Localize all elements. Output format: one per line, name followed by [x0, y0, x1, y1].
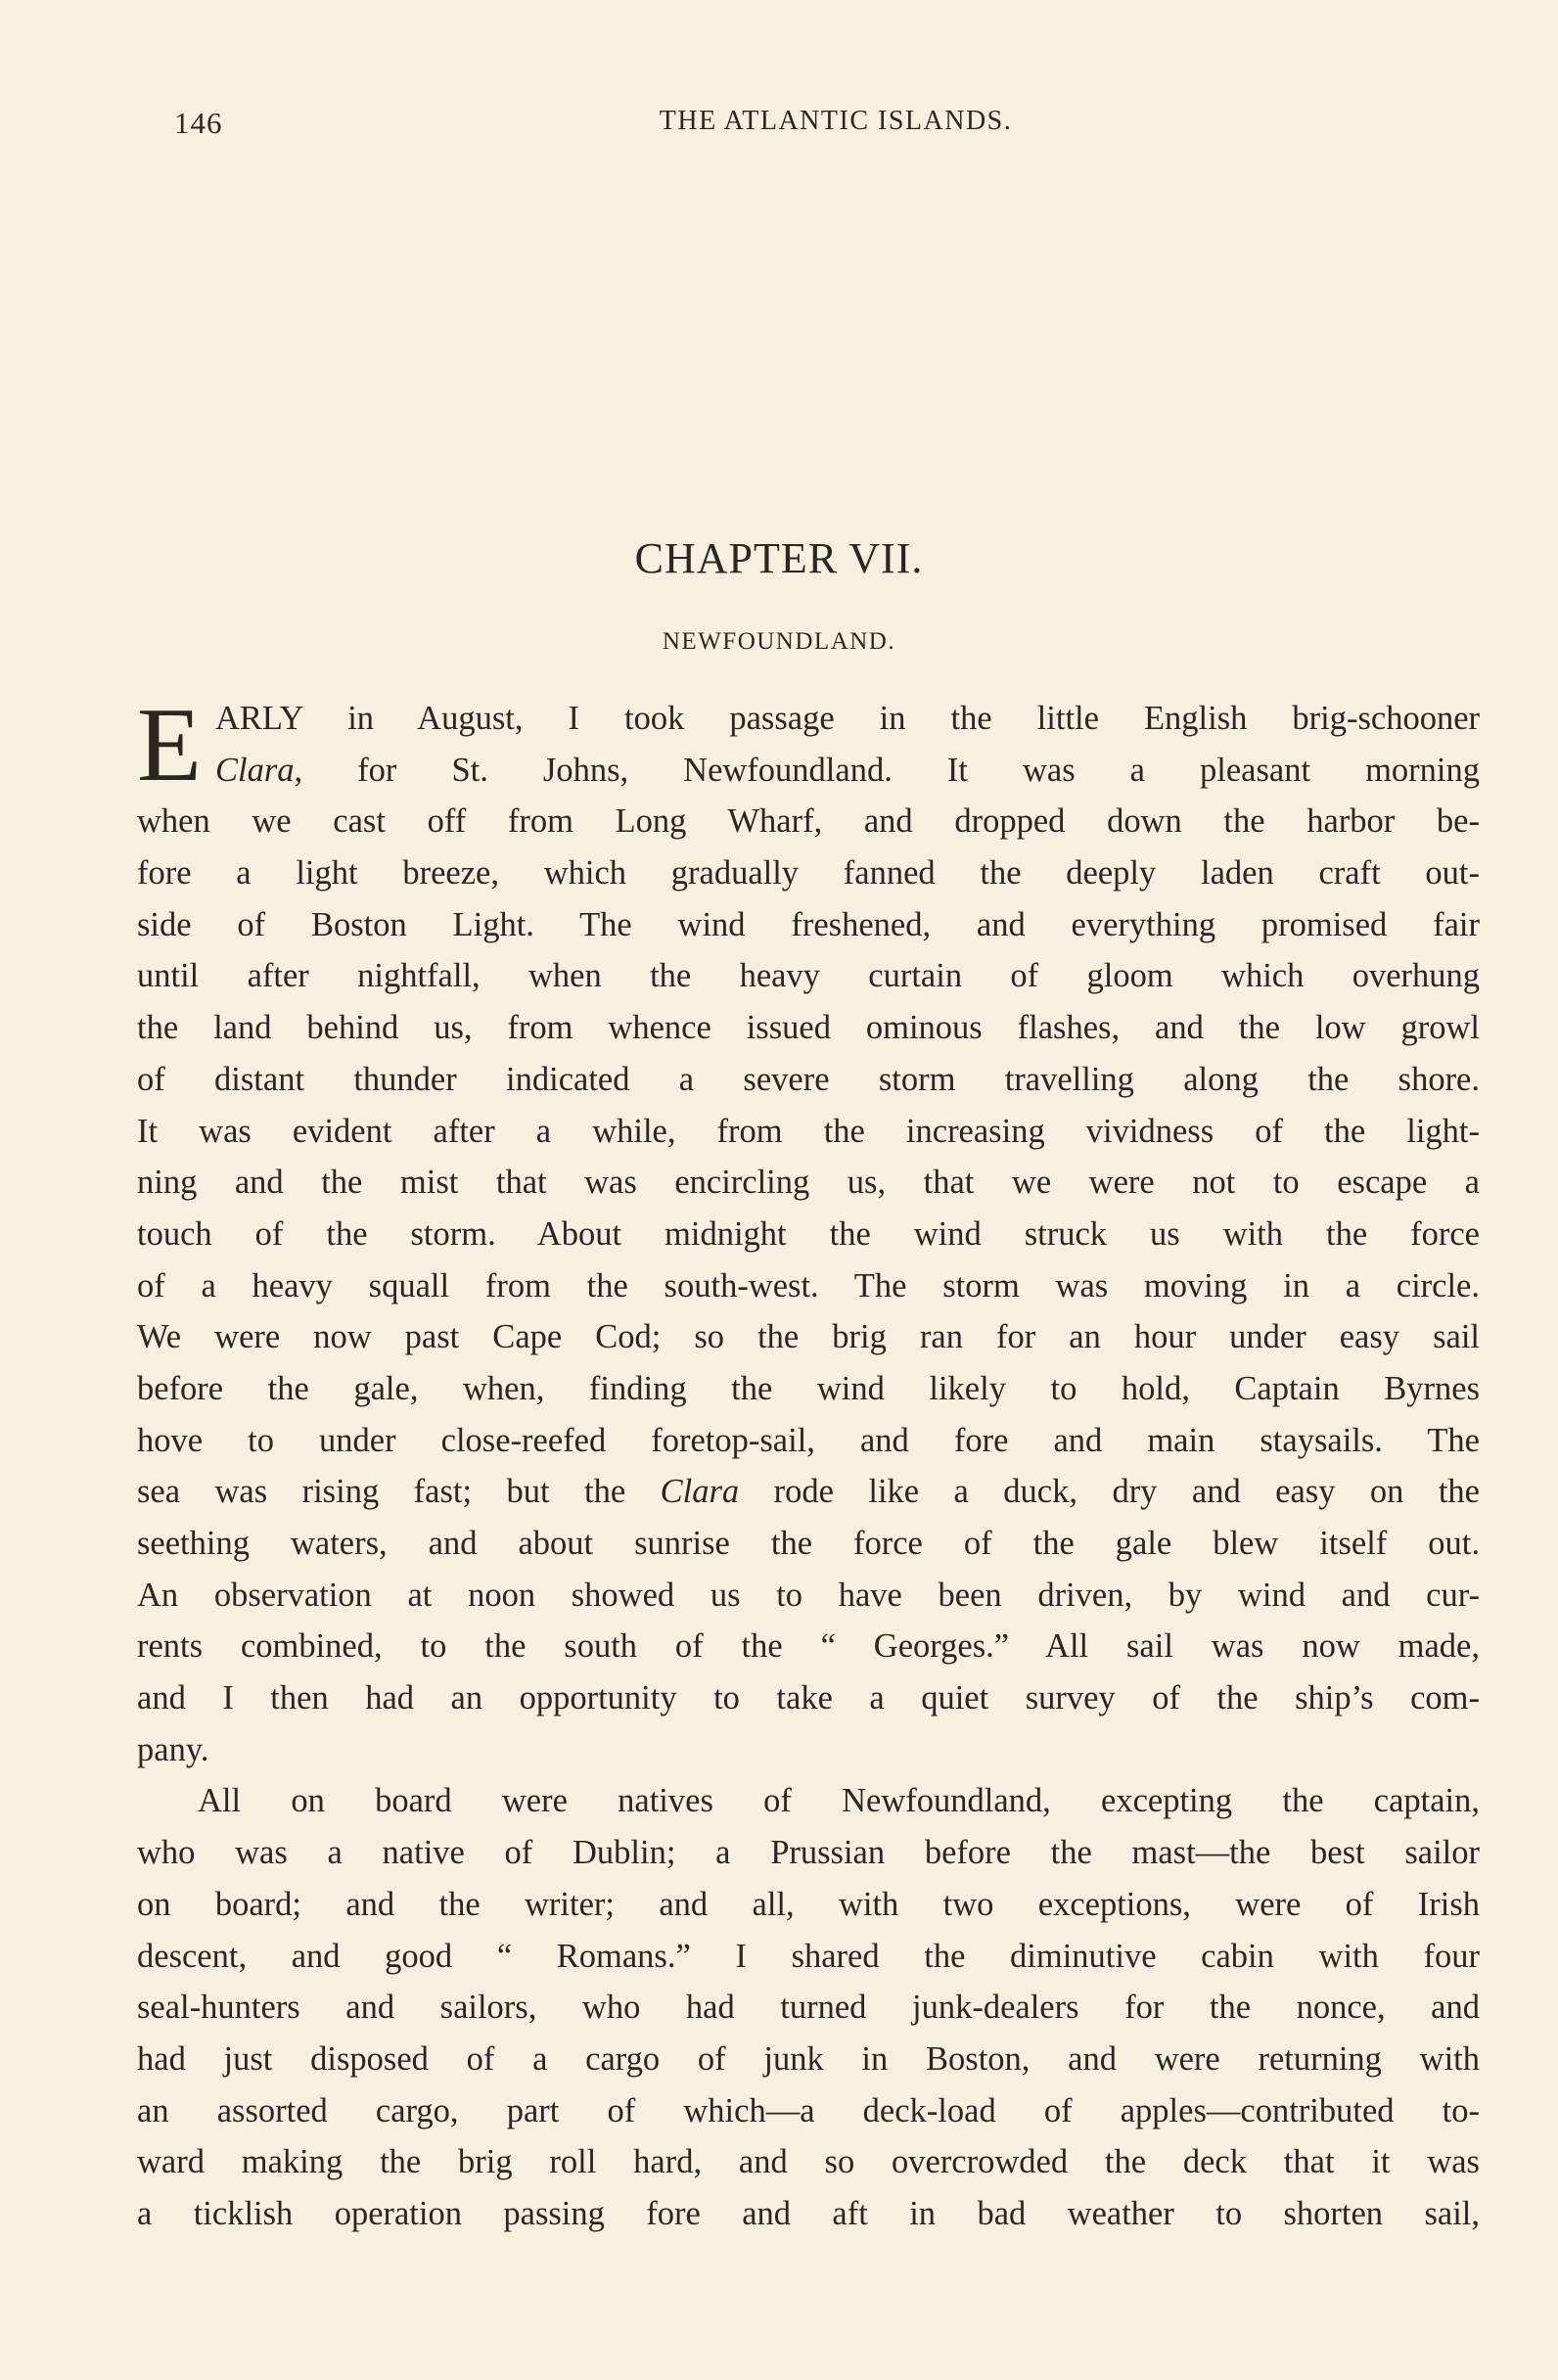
- text-line: We were now past Cape Cod; so the brig ran for an hour under easy sail: [137, 1318, 1480, 1356]
- text-line: ward making the brig roll hard, and so overcrowded the deck that it was: [137, 2143, 1480, 2181]
- text-line: ARLY in August, I took passage in the little English brig-schooner: [215, 700, 1480, 737]
- text-line: Clara, for St. Johns, Newfoundland. It was a pleasant morning: [215, 751, 1480, 789]
- text-line: had just disposed of a cargo of junk in Boston, and were returning with: [137, 2039, 1480, 2078]
- ship-name: Clara: [215, 751, 295, 789]
- text-line: when we cast off from Long Wharf, and dropped down the harbor be-: [137, 802, 1480, 841]
- text-line: seething waters, and about sunrise the force of the gale blew itself out.: [137, 1525, 1480, 1562]
- text-line: a ticklish operation passing fore and aft in bad weather to shorten sail,: [137, 2194, 1480, 2232]
- text-line: It was evident after a while, from the increasing vividness of the light-: [137, 1112, 1480, 1150]
- text-line: on board; and the writer; and all, with two exceptions, were of Irish: [137, 1885, 1480, 1923]
- text-line: of a heavy squall from the south-west. The storm was moving in a circle.: [137, 1266, 1480, 1304]
- text-line: All on board were natives of Newfoundland, excepting the captain,: [198, 1782, 1480, 1820]
- text-line: the land behind us, from whence issued ominous flashes, and the low growl: [137, 1009, 1480, 1047]
- text-line: touch of the storm. About midnight the wind struck us with the force: [137, 1214, 1480, 1253]
- text-line: fore a light breeze, which gradually fanned the deeply laden craft out-: [137, 854, 1480, 892]
- text-line: side of Boston Light. The wind freshened, and everything promised fair: [137, 905, 1480, 943]
- text-line: of distant thunder indicated a severe storm travelling along the shore.: [137, 1060, 1480, 1098]
- text-line: An observation at noon showed us to have been driven, by wind and cur-: [137, 1576, 1480, 1614]
- running-title: THE ATLANTIC ISLANDS.: [659, 106, 1013, 136]
- text-line: until after nightfall, when the heavy curtain of gloom which overhung: [137, 957, 1480, 995]
- text-line: an assorted cargo, part of which—a deck-load of apples—contributed to-: [137, 2091, 1480, 2129]
- text-line: descent, and good “ Romans.” I shared the diminutive cabin with four: [137, 1937, 1480, 1975]
- text-line: rents combined, to the south of the “ Georges.” All sail was now made,: [137, 1627, 1480, 1666]
- chapter-subtitle: NEWFOUNDLAND.: [662, 628, 896, 655]
- text-line: who was a native of Dublin; a Prussian before the mast—the best sailor: [137, 1834, 1480, 1872]
- text-line: ning and the mist that was encircling us, that we were not to escape a: [137, 1164, 1480, 1202]
- text-line: sea was rising fast; but the Clara rode like a duck, dry and easy on the: [137, 1473, 1480, 1511]
- text-line: before the gale, when, finding the wind likely to hold, Captain Byrnes: [137, 1369, 1480, 1407]
- text-line: pany.: [137, 1730, 209, 1768]
- text-line: seal-hunters and sailors, who had turned junk-dealers for the nonce, and: [137, 1989, 1480, 2027]
- drop-cap: E: [137, 687, 202, 803]
- ship-name: Clara: [660, 1473, 740, 1511]
- page-number: 146: [174, 106, 223, 140]
- text-line: and I then had an opportunity to take a quiet survey of the ship’s com-: [137, 1679, 1480, 1717]
- text-line: hove to under close-reefed foretop-sail, and fore and main staysails. The: [137, 1421, 1480, 1459]
- running-head: [174, 106, 1486, 145]
- body-text: [137, 687, 1480, 2240]
- chapter-heading: CHAPTER VII.: [634, 534, 924, 582]
